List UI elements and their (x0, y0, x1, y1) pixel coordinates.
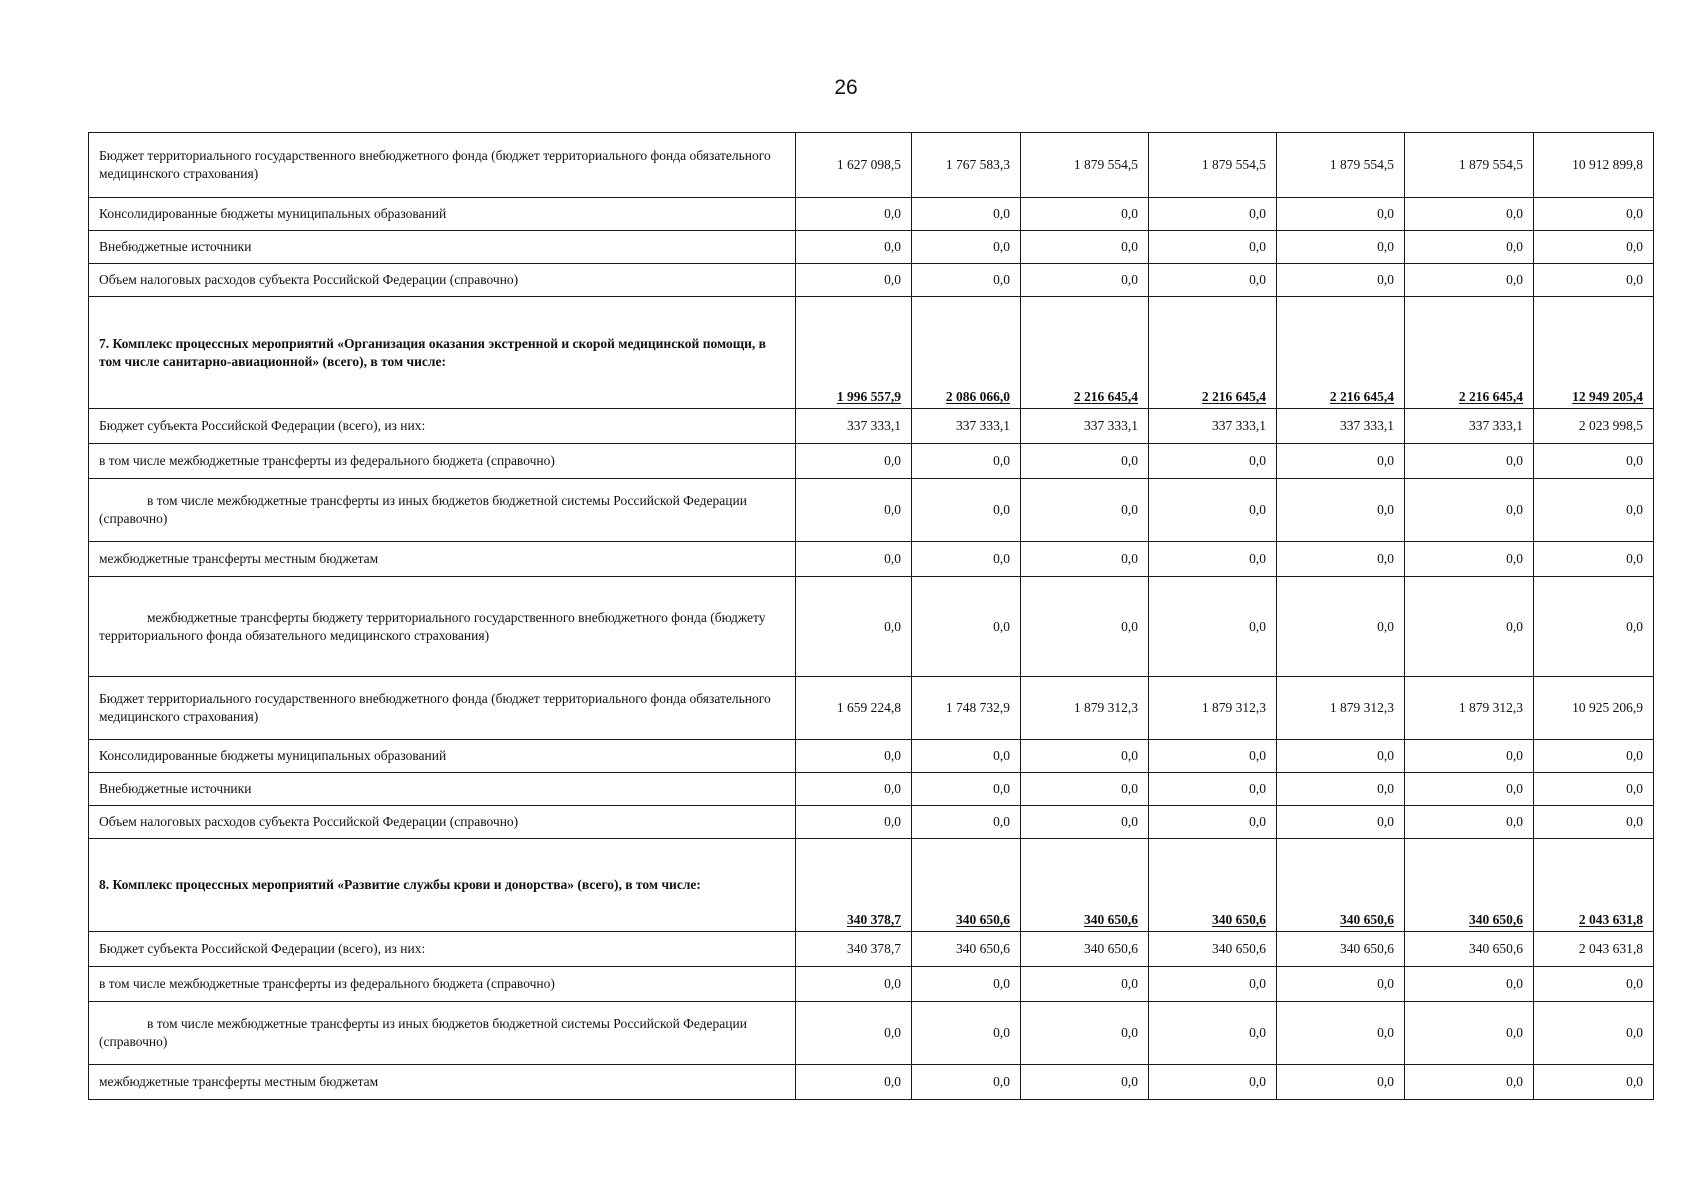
row-label: Внебюджетные источники (89, 773, 796, 806)
cell-value: 0,0 (1277, 806, 1405, 839)
row-label: в том числе межбюджетные трансферты из иных бюджетов бюджетной системы Российской Федерации (справочно) (89, 479, 796, 542)
cell-total: 0,0 (1534, 198, 1654, 231)
cell-value: 0,0 (912, 773, 1021, 806)
cell-value: 0,0 (1277, 264, 1405, 297)
cell-value: 0,0 (1149, 479, 1277, 542)
cell-value: 340 650,6 (1021, 839, 1149, 932)
cell-value: 340 650,6 (1405, 839, 1534, 932)
table-row (89, 542, 1654, 577)
table-row (89, 806, 1654, 839)
cell-value: 0,0 (1149, 542, 1277, 577)
cell-value: 0,0 (912, 577, 1021, 677)
cell-value: 0,0 (1277, 773, 1405, 806)
cell-value: 337 333,1 (912, 409, 1021, 444)
cell-value: 0,0 (1405, 773, 1534, 806)
cell-value: 0,0 (1405, 1002, 1534, 1065)
cell-value: 0,0 (912, 542, 1021, 577)
table-row (89, 677, 1654, 740)
cell-total: 0,0 (1534, 967, 1654, 1002)
cell-value: 0,0 (1405, 198, 1534, 231)
row-label: межбюджетные трансферты местным бюджетам (89, 542, 796, 577)
cell-total: 2 023 998,5 (1534, 409, 1654, 444)
cell-value: 0,0 (1405, 479, 1534, 542)
cell-value: 2 216 645,4 (1405, 297, 1534, 409)
cell-value: 0,0 (1277, 231, 1405, 264)
cell-value: 337 333,1 (1277, 409, 1405, 444)
cell-value: 0,0 (1021, 264, 1149, 297)
row-label: Объем налоговых расходов субъекта Российской Федерации (справочно) (89, 264, 796, 297)
cell-value: 0,0 (1405, 542, 1534, 577)
section-row (89, 297, 1654, 409)
cell-value: 340 650,6 (1149, 932, 1277, 967)
cell-value: 0,0 (1021, 577, 1149, 677)
cell-value: 340 650,6 (1021, 932, 1149, 967)
cell-value: 0,0 (1021, 806, 1149, 839)
table-row (89, 932, 1654, 967)
cell-value: 0,0 (1277, 198, 1405, 231)
cell-value: 0,0 (796, 773, 912, 806)
row-label: Бюджет территориального государственного внебюджетного фонда (бюджет территориального фонда обязательного медицинского страхования) (89, 133, 796, 198)
table-row (89, 773, 1654, 806)
cell-value: 1 879 312,3 (1149, 677, 1277, 740)
cell-value: 337 333,1 (1405, 409, 1534, 444)
cell-value: 0,0 (1277, 1002, 1405, 1065)
table-row (89, 133, 1654, 198)
table-row (89, 409, 1654, 444)
cell-value: 0,0 (796, 542, 912, 577)
cell-value: 1 879 312,3 (1021, 677, 1149, 740)
row-label: в том числе межбюджетные трансферты из федерального бюджета (справочно) (89, 444, 796, 479)
cell-value: 0,0 (796, 577, 912, 677)
page-number: 26 (834, 76, 858, 99)
cell-value: 0,0 (1149, 773, 1277, 806)
table-row (89, 198, 1654, 231)
cell-value: 0,0 (1405, 231, 1534, 264)
cell-value: 0,0 (1405, 740, 1534, 773)
row-label: Консолидированные бюджеты муниципальных образований (89, 740, 796, 773)
cell-value: 0,0 (796, 740, 912, 773)
cell-total: 10 925 206,9 (1534, 677, 1654, 740)
cell-value: 0,0 (1405, 806, 1534, 839)
cell-value: 2 216 645,4 (1149, 297, 1277, 409)
cell-value: 0,0 (1021, 1065, 1149, 1100)
cell-value: 0,0 (1149, 967, 1277, 1002)
cell-total: 0,0 (1534, 231, 1654, 264)
cell-value: 0,0 (1277, 479, 1405, 542)
cell-value: 0,0 (1021, 231, 1149, 264)
row-label: Внебюджетные источники (89, 231, 796, 264)
cell-value: 0,0 (912, 806, 1021, 839)
cell-value: 0,0 (912, 967, 1021, 1002)
table-row (89, 577, 1654, 677)
cell-total: 0,0 (1534, 806, 1654, 839)
row-label: Консолидированные бюджеты муниципальных образований (89, 198, 796, 231)
table-row (89, 967, 1654, 1002)
row-label: Бюджет субъекта Российской Федерации (всего), из них: (89, 932, 796, 967)
cell-value: 0,0 (1021, 479, 1149, 542)
cell-value: 0,0 (796, 806, 912, 839)
cell-value: 340 650,6 (1277, 839, 1405, 932)
cell-value: 0,0 (912, 198, 1021, 231)
row-label: межбюджетные трансферты бюджету территориального государственного внебюджетного фонда (бюджету территориального фонда обязательного медицинского страхования) (89, 577, 796, 677)
cell-total: 0,0 (1534, 542, 1654, 577)
cell-total: 2 043 631,8 (1534, 839, 1654, 932)
cell-value: 1 627 098,5 (796, 133, 912, 198)
cell-total: 2 043 631,8 (1534, 932, 1654, 967)
row-label: в том числе межбюджетные трансферты из федерального бюджета (справочно) (89, 967, 796, 1002)
cell-value: 0,0 (1277, 740, 1405, 773)
cell-value: 0,0 (1021, 967, 1149, 1002)
cell-total: 0,0 (1534, 1065, 1654, 1100)
cell-value: 0,0 (1021, 1002, 1149, 1065)
cell-value: 0,0 (1149, 806, 1277, 839)
cell-value: 340 650,6 (1149, 839, 1277, 932)
table-row (89, 264, 1654, 297)
cell-value: 0,0 (1277, 967, 1405, 1002)
cell-value: 340 650,6 (1405, 932, 1534, 967)
cell-value: 0,0 (796, 264, 912, 297)
cell-total: 10 912 899,8 (1534, 133, 1654, 198)
cell-value: 0,0 (1405, 967, 1534, 1002)
cell-total: 0,0 (1534, 264, 1654, 297)
section-heading: 7. Комплекс процессных мероприятий «Организация оказания экстренной и скорой медицинской помощи, в том числе санитарно-авиационной» (всего), в том числе: (89, 297, 796, 409)
cell-value: 340 378,7 (796, 839, 912, 932)
section-row (89, 839, 1654, 932)
cell-total: 0,0 (1534, 773, 1654, 806)
cell-value: 0,0 (796, 967, 912, 1002)
cell-value: 337 333,1 (1021, 409, 1149, 444)
cell-value: 0,0 (796, 1065, 912, 1100)
cell-value: 0,0 (1021, 198, 1149, 231)
cell-value: 0,0 (1021, 740, 1149, 773)
budget-table (88, 132, 1654, 1100)
cell-total: 0,0 (1534, 479, 1654, 542)
cell-value: 0,0 (1277, 542, 1405, 577)
cell-value: 0,0 (912, 1002, 1021, 1065)
cell-value: 0,0 (796, 231, 912, 264)
cell-total: 0,0 (1534, 577, 1654, 677)
cell-value: 1 879 312,3 (1405, 677, 1534, 740)
cell-value: 337 333,1 (1149, 409, 1277, 444)
cell-value: 0,0 (1405, 444, 1534, 479)
cell-value: 1 879 554,5 (1149, 133, 1277, 198)
row-label: в том числе межбюджетные трансферты из иных бюджетов бюджетной системы Российской Федерации (справочно) (89, 1002, 796, 1065)
cell-value: 0,0 (1149, 198, 1277, 231)
cell-value: 0,0 (796, 444, 912, 479)
row-label: Бюджет территориального государственного внебюджетного фонда (бюджет территориального фонда обязательного медицинского страхования) (89, 677, 796, 740)
cell-value: 0,0 (796, 1002, 912, 1065)
cell-value: 0,0 (1021, 444, 1149, 479)
cell-value: 0,0 (1021, 542, 1149, 577)
cell-value: 0,0 (912, 479, 1021, 542)
cell-value: 0,0 (796, 198, 912, 231)
cell-value: 0,0 (1405, 577, 1534, 677)
cell-value: 1 748 732,9 (912, 677, 1021, 740)
cell-value: 0,0 (1021, 773, 1149, 806)
cell-value: 0,0 (1405, 1065, 1534, 1100)
table-row (89, 479, 1654, 542)
cell-value: 340 378,7 (796, 932, 912, 967)
cell-value: 2 086 066,0 (912, 297, 1021, 409)
cell-value: 340 650,6 (912, 932, 1021, 967)
cell-value: 340 650,6 (912, 839, 1021, 932)
cell-value: 0,0 (912, 231, 1021, 264)
row-label: межбюджетные трансферты местным бюджетам (89, 1065, 796, 1100)
cell-value: 0,0 (1149, 1065, 1277, 1100)
cell-value: 0,0 (912, 444, 1021, 479)
cell-total: 0,0 (1534, 740, 1654, 773)
cell-value: 0,0 (912, 264, 1021, 297)
cell-value: 0,0 (1405, 264, 1534, 297)
row-label: Бюджет субъекта Российской Федерации (всего), из них: (89, 409, 796, 444)
cell-value: 2 216 645,4 (1277, 297, 1405, 409)
cell-value: 0,0 (796, 479, 912, 542)
table-row (89, 444, 1654, 479)
cell-total: 12 949 205,4 (1534, 297, 1654, 409)
section-heading: 8. Комплекс процессных мероприятий «Развитие службы крови и донорства» (всего), в том числе: (89, 839, 796, 932)
cell-value: 0,0 (912, 1065, 1021, 1100)
cell-total: 0,0 (1534, 444, 1654, 479)
table-row (89, 231, 1654, 264)
cell-value: 0,0 (1277, 1065, 1405, 1100)
cell-value: 0,0 (912, 740, 1021, 773)
row-label: Объем налоговых расходов субъекта Российской Федерации (справочно) (89, 806, 796, 839)
cell-value: 0,0 (1149, 231, 1277, 264)
cell-value: 0,0 (1277, 444, 1405, 479)
cell-value: 1 996 557,9 (796, 297, 912, 409)
cell-value: 1 879 554,5 (1405, 133, 1534, 198)
table-row (89, 740, 1654, 773)
cell-value: 0,0 (1277, 577, 1405, 677)
cell-value: 1 659 224,8 (796, 677, 912, 740)
cell-total: 0,0 (1534, 1002, 1654, 1065)
table-row (89, 1065, 1654, 1100)
cell-value: 0,0 (1149, 577, 1277, 677)
cell-value: 0,0 (1149, 264, 1277, 297)
table-row (89, 1002, 1654, 1065)
cell-value: 2 216 645,4 (1021, 297, 1149, 409)
cell-value: 1 879 554,5 (1021, 133, 1149, 198)
cell-value: 0,0 (1149, 1002, 1277, 1065)
cell-value: 1 767 583,3 (912, 133, 1021, 198)
cell-value: 0,0 (1149, 740, 1277, 773)
cell-value: 337 333,1 (796, 409, 912, 444)
cell-value: 1 879 554,5 (1277, 133, 1405, 198)
cell-value: 0,0 (1149, 444, 1277, 479)
cell-value: 340 650,6 (1277, 932, 1405, 967)
cell-value: 1 879 312,3 (1277, 677, 1405, 740)
